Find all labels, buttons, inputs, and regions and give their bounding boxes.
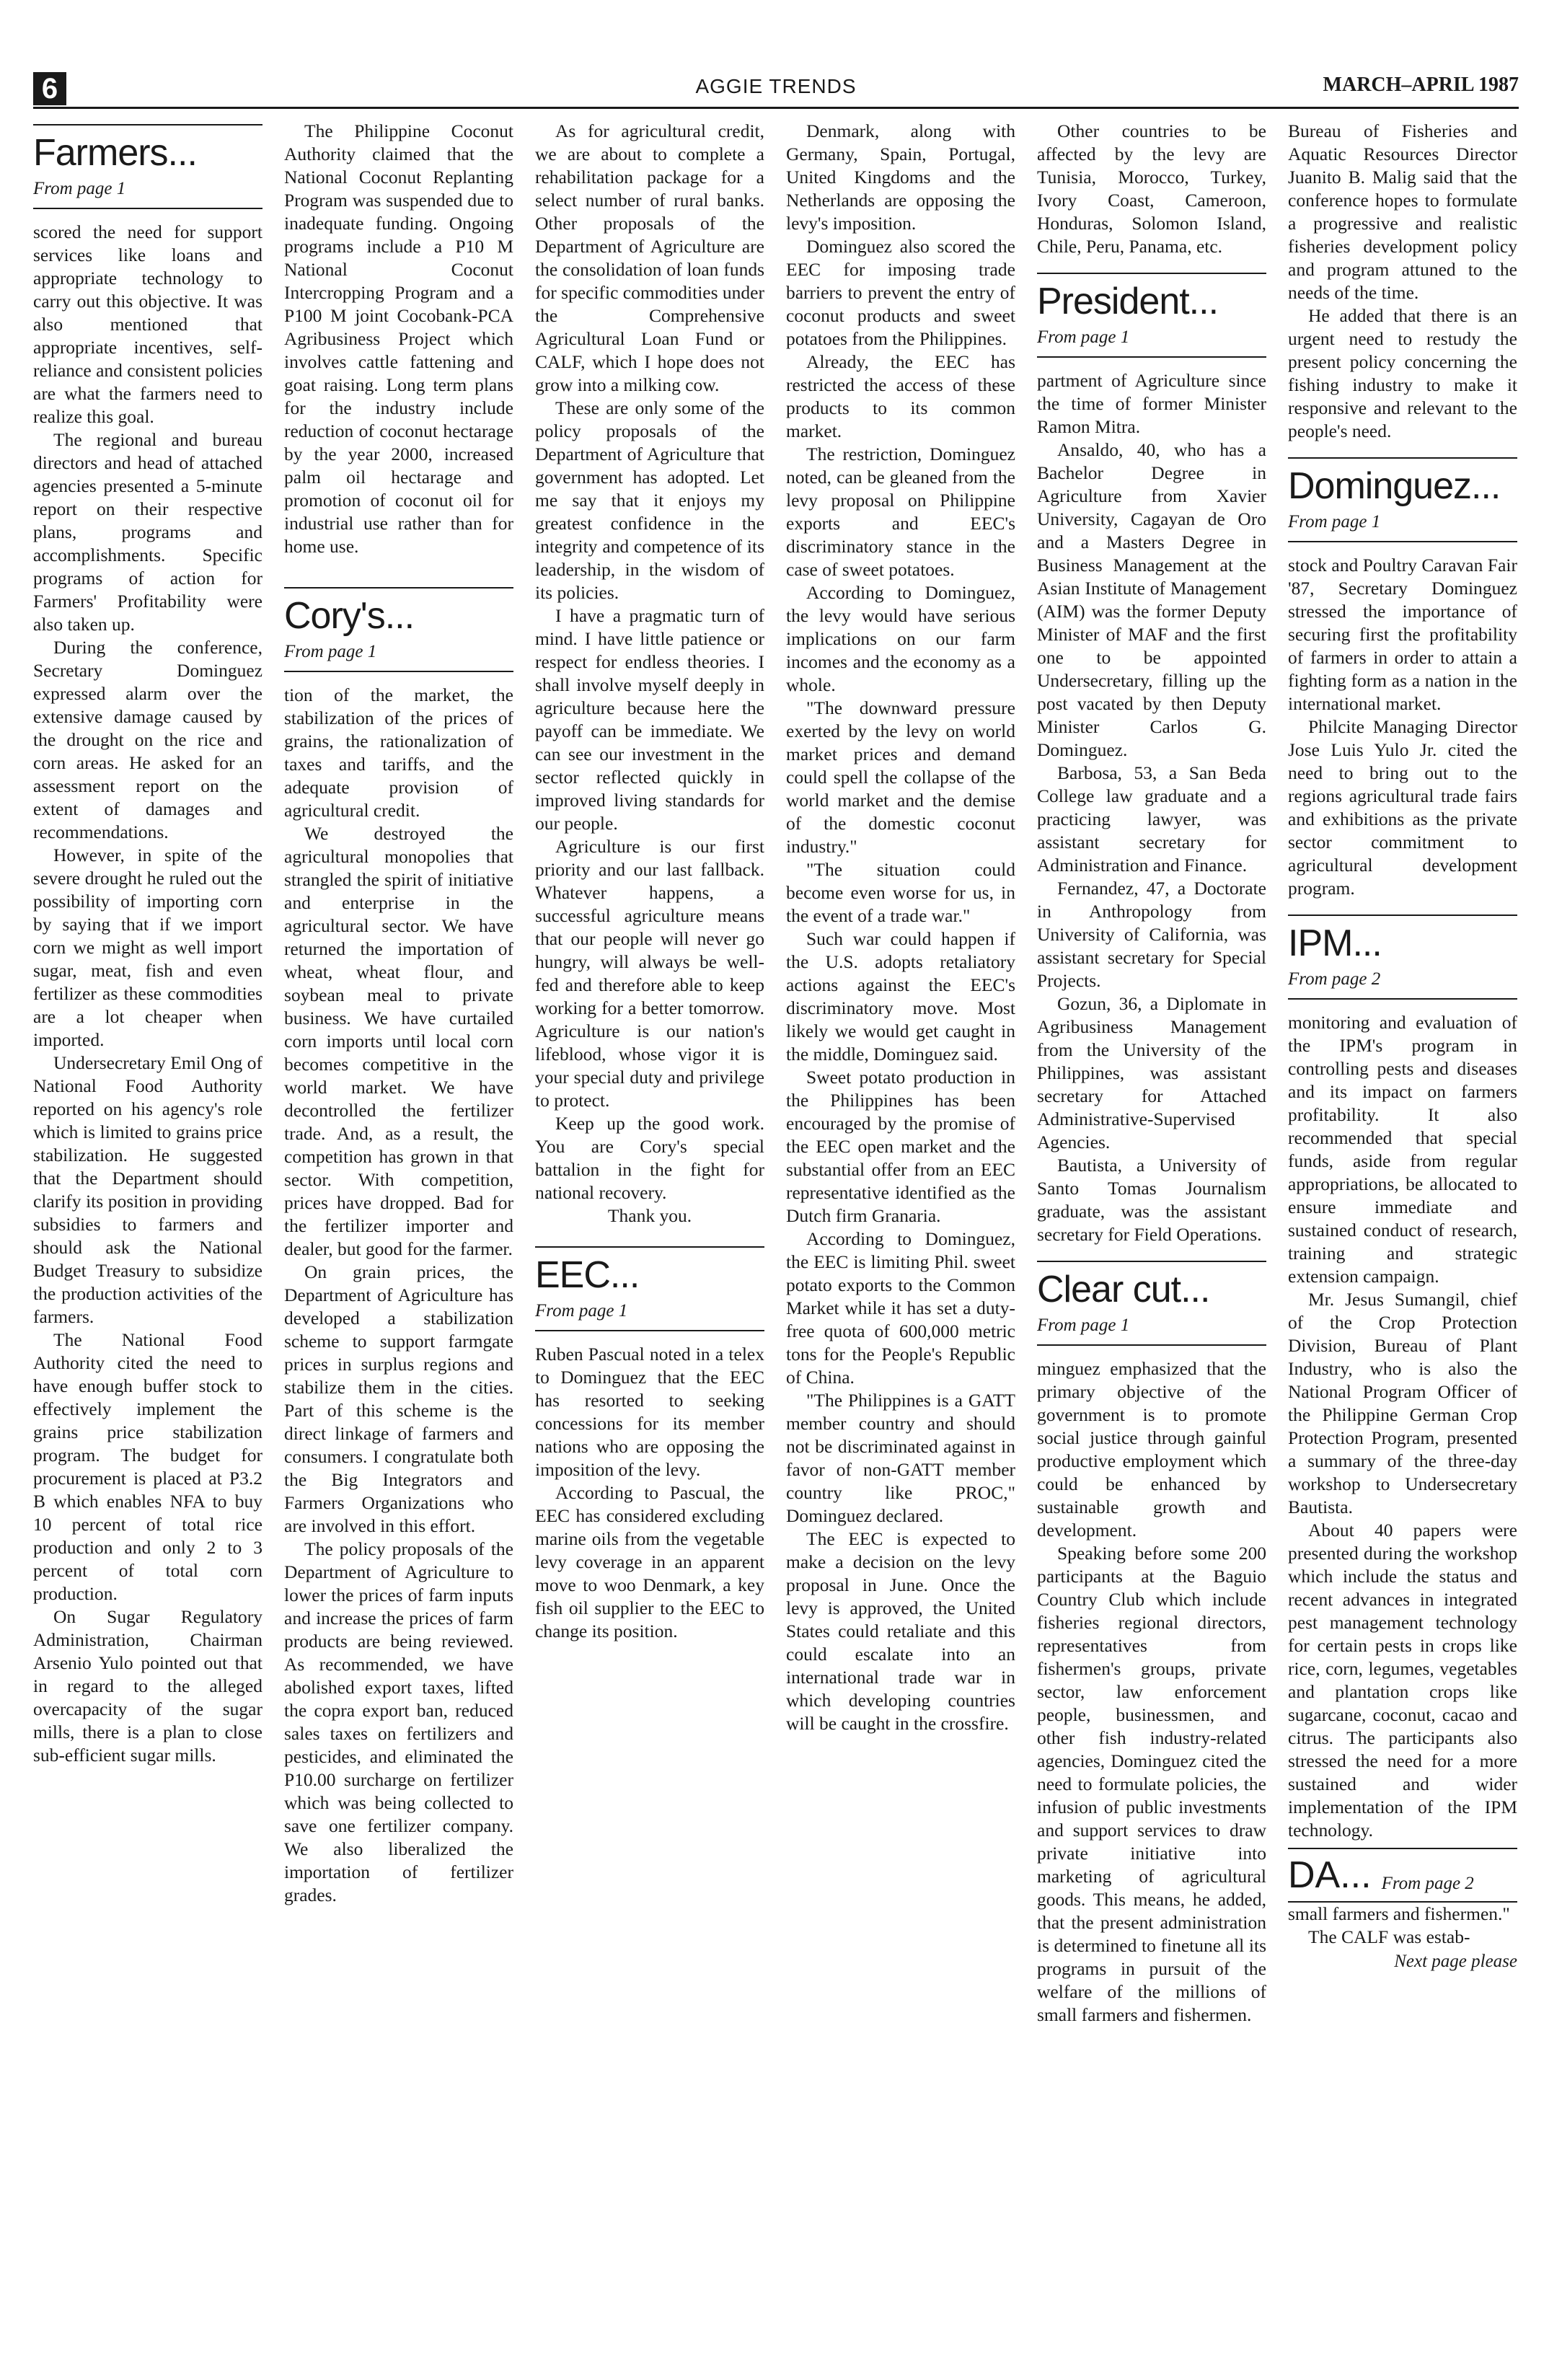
- paragraph: Other countries to be affected by the levy are Tunisia, Morocco, Turkey, Ivory Coast, Cameroon, Honduras, Solomon Island, Chile, Peru, Panama, etc.: [1037, 120, 1266, 257]
- column-4: [786, 120, 1015, 1735]
- president-jump-line: From page 1: [1037, 326, 1266, 358]
- paragraph: We destroyed the agricultural monopolies that strangled the spirit of initiative and enterprise in the agricultural sector. We have returned the importation of wheat, wheat flour, and soybean meal to private business. We have curtailed corn imports until local corn becomes competitive in the world market. We have decontrolled the fertilizer trade. And, as a result, the competition has grown in that sector. With competition, prices have dropped. Bad for the fertilizer importer and dealer, but good for the farmer.: [284, 823, 513, 1259]
- paragraph: stock and Poultry Caravan Fair '87, Secretary Dominguez stressed the importance of securing first the profitability of farmers in order to attain a fighting form as a nation in the international market.: [1288, 555, 1517, 714]
- paragraph: According to Dominguez, the levy would have serious implications on our farm incomes and the economy as a whole.: [786, 582, 1015, 695]
- eec-header: [535, 1246, 764, 1331]
- corys-jump-line: From page 1: [284, 640, 513, 672]
- paragraph: Sweet potato production in the Philippines has been encouraged by the promise of the EEC open market and the substantial offer from an EEC representative identified as the Dutch firm Granaria.: [786, 1067, 1015, 1226]
- president-headline: President...: [1037, 281, 1219, 322]
- column-1: [33, 120, 262, 1767]
- paragraph: scored the need for support services like loans and appropriate technology to carry out this objective. It was also mentioned that appropriate incentives, self-reliance and consistent policies are what the farmers need to realize this goal.: [33, 221, 262, 427]
- paragraph: Mr. Jesus Sumangil, chief of the Crop Protection Division, Bureau of Plant Industry, who is also the National Program Officer of the Philippine German Crop Protection Program, presented a summary of the three-day workshop to Undersecretary Bautista.: [1288, 1289, 1517, 1517]
- continued-note: Next page please: [1394, 1952, 1517, 1971]
- column-2: [284, 120, 513, 1907]
- paragraph: According to Pascual, the EEC has considered excluding marine oils from the vegetable levy coverage in an apparent move to woo Denmark, a key fish oil supplier to the EEC to change its position.: [535, 1482, 764, 1641]
- divider: [1288, 914, 1517, 916]
- paragraph: However, in spite of the severe drought he ruled out the possibility of importing corn by saying that if we import corn we might as well import sugar, meat, fish and even fertilizer as these commodities are a lot cheaper when imported.: [33, 845, 262, 1050]
- divider: [1288, 457, 1517, 459]
- paragraph: Gozun, 36, a Diplomate in Agribusiness Management from the University of the Philippines, was assistant secretary for Attached Administrative-Supervised Agencies.: [1037, 993, 1266, 1152]
- paragraph: During the conference, Secretary Dominguez expressed alarm over the extensive damage caused by the drought on the rice and corn areas. He asked for an assessment report on the extent of damages and recommendations.: [33, 637, 262, 842]
- corys-headline: Cory's...: [284, 595, 415, 637]
- divider: [284, 587, 513, 589]
- divider: [1037, 1261, 1266, 1262]
- farmers-headline: Farmers...: [33, 132, 197, 174]
- divider: [1037, 273, 1266, 274]
- paragraph: partment of Agriculture since the time of former Minister Ramon Mitra.: [1037, 370, 1266, 437]
- paragraph: "The downward pressure exerted by the levy on world market prices and demand could spell the collapse of the world market and the demise of the domestic coconut industry.": [786, 697, 1015, 857]
- president-header: [1037, 273, 1266, 358]
- ipm-header: [1288, 914, 1517, 1000]
- publication-title: AGGIE TRENDS: [695, 75, 857, 97]
- paragraph: Agriculture is our first priority and our last fallback. Whatever happens, a successful agriculture means that our people will never go hungry, will always be well-fed and therefore able to keep working for a better tomorrow. Agriculture is our nation's lifeblood, whose vigor it is your special duty and privilege to protect.: [535, 836, 764, 1111]
- dominguez-jump-line: From page 1: [1288, 511, 1517, 542]
- paragraph: Already, the EEC has restricted the access of these products to its common market.: [786, 351, 1015, 441]
- paragraph: On Sugar Regulatory Administration, Chairman Arsenio Yulo pointed out that in regard to the alleged overcapacity of the sugar mills, there is a plan to close sub-efficient sugar mills.: [33, 1606, 262, 1766]
- divider: [33, 124, 262, 125]
- paragraph: The CALF was estab-: [1308, 1926, 1470, 1947]
- paragraph: Fernandez, 47, a Doctorate in Anthropology from University of California, was assistant secretary for Special Projects.: [1037, 878, 1266, 991]
- paragraph: Ansaldo, 40, who has a Bachelor Degree in Agriculture from Xavier University, Cagayan de Oro and a Masters Degree in Business Management at the Asian Institute of Management (AIM) was the former Deputy Minister of MAF and the first one to be appointed Undersecretary, filling up the post vacated by then Deputy Minister Carlos G. Dominguez.: [1037, 439, 1266, 760]
- paragraph: According to Dominguez, the EEC is limiting Phil. sweet potato exports to the Common Market while it has set a duty-free quota of 600,000 metric tons for the People's Republic of China.: [786, 1228, 1015, 1388]
- paragraph: He added that there is an urgent need to restudy the present policy concerning the fishing industry to make it responsive and relevant to the people's need.: [1288, 305, 1517, 441]
- paragraph: monitoring and evaluation of the IPM's program in controlling pests and diseases and its impact on farmers profitability. It also recommended that special funds, aside from regular appropriations, be allocated to ensure immediate and sustained conduct of research, training and strategic extension campaign.: [1288, 1012, 1517, 1287]
- paragraph: The regional and bureau directors and head of attached agencies presented a 5-minute report on their respective plans, programs and accomplishments. Specific programs of action for Farmers' Profitability were also taken up.: [33, 429, 262, 635]
- dominguez-header: [1288, 457, 1517, 542]
- dominguez-headline: Dominguez...: [1288, 465, 1501, 507]
- paragraph: The Philippine Coconut Authority claimed that the National Coconut Replanting Program was suspended due to inadequate funding. Ongoing programs include a P10 M National Coconut Intercropping Program and a P100 M joint Cocobank-PCA Agribusiness Project which involves cattle fattening and goat raising. Long term plans for the industry include reduction of coconut hectarage by the year 2000, increased palm oil hectarage and promotion of coconut oil for industrial use rather than for home use.: [284, 120, 513, 557]
- farmers-jump-line: From page 1: [33, 177, 262, 209]
- clearcut-headline: Clear cut...: [1037, 1269, 1210, 1310]
- article-columns: [33, 120, 1519, 2363]
- ipm-jump-line: From page 2: [1288, 968, 1517, 1000]
- eec-headline: EEC...: [535, 1254, 640, 1296]
- issue-date: MARCH–APRIL 1987: [1323, 74, 1519, 96]
- da-headline: DA...: [1288, 1854, 1372, 1896]
- paragraph: These are only some of the policy proposals of the Department of Agriculture that government has adopted. Let me say that it enjoys my greatest confidence in the integrity and competence of its leadership, in the wisdom of its policies.: [535, 397, 764, 603]
- paragraph: tion of the market, the stabilization of the prices of grains, the rationalization of taxes and tariffs, and the adequate provision of agricultural credit.: [284, 684, 513, 821]
- paragraph: The EEC is expected to make a decision on the levy proposal in June. Once the levy is approved, the United States could retaliate and this could escalate into an international trade war in which developing countries will be caught in the crossfire.: [786, 1528, 1015, 1734]
- paragraph: The restriction, Dominguez noted, can be gleaned from the levy proposal on Philippine exports and EEC's discriminatory stance in the case of sweet potatoes.: [786, 444, 1015, 580]
- eec-jump-line: From page 1: [535, 1300, 764, 1331]
- masthead-rule: [33, 107, 1519, 109]
- paragraph: Bautista, a University of Santo Tomas Journalism graduate, was the assistant secretary for Field Operations.: [1037, 1155, 1266, 1245]
- da-jump-line: From page 2: [1381, 1874, 1474, 1893]
- farmers-header: [33, 124, 262, 209]
- paragraph: Denmark, along with Germany, Spain, Portugal, United Kingdoms and the Netherlands are opposing the levy's imposition.: [786, 120, 1015, 234]
- paragraph: Philcite Managing Director Jose Luis Yulo Jr. cited the need to bring out to the regions agricultural trade fairs and exhibitions as the private sector commitment to agricultural development program.: [1288, 716, 1517, 899]
- corys-header: [284, 587, 513, 672]
- paragraph: On grain prices, the Department of Agriculture has developed a stabilization scheme to support farmgate prices in surplus regions and stabilize them in the cities. Part of this scheme is the direct linkage of farmers and consumers. I congratulate both the Big Integrators and Farmers Organizations who are involved in this effort.: [284, 1261, 513, 1536]
- paragraph: As for agricultural credit, we are about to complete a rehabilitation package for a select number of rural banks. Other proposals of the Department of Agriculture are the consolidation of loan funds for specific commodities under the Comprehensive Agricultural Loan Fund or CALF, which I hope does not grow into a milking cow.: [535, 120, 764, 395]
- da-header: [1288, 1848, 1517, 1903]
- paragraph: Undersecretary Emil Ong of National Food Authority reported on his agency's role which is limited to grains price stabilization. He suggested that the Department should clarify its position in providing subsidies to farmers and should ask the National Budget Treasury to subsidize the production activities of the farmers.: [33, 1052, 262, 1327]
- paragraph: Ruben Pascual noted in a telex to Dominguez that the EEC has resorted to seeking concessions for its member nations who are opposing the imposition of the levy.: [535, 1344, 764, 1480]
- paragraph: I have a pragmatic turn of mind. I have little patience or respect for endless theories. I shall involve myself deeply in agriculture because here the payoff can be immediate. We can see our investment in the sector reflected quickly in improved living standards for our people.: [535, 605, 764, 834]
- paragraph: "The Philippines is a GATT member country and should not be discriminated against in favor of non-GATT member country like PROC," Dominguez declared.: [786, 1390, 1015, 1526]
- column-3: [535, 120, 764, 1643]
- clearcut-jump-line: From page 1: [1037, 1314, 1266, 1346]
- paragraph: minguez emphasized that the primary objective of the government is to promote social justice through gainful productive employment which could be enhanced by sustainable growth and development.: [1037, 1358, 1266, 1541]
- ipm-headline: IPM...: [1288, 922, 1382, 964]
- page-number: 6: [33, 72, 66, 105]
- paragraph: "The situation could become even worse for us, in the event of a trade war.": [786, 859, 1015, 926]
- paragraph: Speaking before some 200 participants at the Baguio Country Club which include fisheries regional directors, representatives from fishermen's groups, private sector, law enforcement people, businessmen, and other fish industry-related agencies, Dominguez cited the need to formulate policies, the infusion of public investments and support services to draw private initiative into marketing of agricultural goods. This means, he added, that the present administration is determined to finetune all its programs in pursuit of the welfare of the millions of small farmers and fishermen.: [1037, 1543, 1266, 2025]
- paragraph: Keep up the good work. You are Cory's special battalion in the fight for national recovery.: [535, 1113, 764, 1203]
- paragraph: Bureau of Fisheries and Aquatic Resources Director Juanito B. Malig said that the conference hopes to formulate a progressive and realistic fisheries development policy and program attuned to the needs of the time.: [1288, 120, 1517, 303]
- paragraph: The policy proposals of the Department of Agriculture to lower the prices of farm inputs and increase the prices of farm products are being reviewed. As recommended, we have abolished export taxes, lifted the copra export ban, reduced sales taxes on fertilizers and pesticides, and eliminated the P10.00 surcharge on fertilizer which was being collected to save one fertilizer company. We also liberalized the importation of fertilizer grades.: [284, 1538, 513, 1905]
- column-6: [1288, 120, 1517, 1973]
- paragraph: Barbosa, 53, a San Beda College law graduate and a practicing lawyer, was assistant secretary for Administration and Finance.: [1037, 762, 1266, 876]
- paragraph: Dominguez also scored the EEC for imposing trade barriers to prevent the entry of coconut products and sweet potatoes from the Philippines.: [786, 236, 1015, 349]
- paragraph: About 40 papers were presented during the workshop which include the status and recent advances in integrated pest management technology for certain pests in crops like rice, corn, legumes, vegetables and plantation crops like sugarcane, coconut, cacao and citrus. The participants also stressed the need for a more sustained and wider implementation of the IPM technology.: [1288, 1520, 1517, 1841]
- paragraph: small farmers and fishermen.": [1288, 1903, 1510, 1924]
- column-5: [1037, 120, 1266, 2027]
- clearcut-header: [1037, 1261, 1266, 1346]
- paragraph: Thank you.: [607, 1205, 692, 1226]
- masthead: [33, 65, 1519, 110]
- paragraph: Such war could happen if the U.S. adopts retaliatory actions against the EEC's discriminatory move. Most likely we would get caught in the middle, Dominguez said.: [786, 928, 1015, 1065]
- paragraph: The National Food Authority cited the need to have enough buffer stock to effectively implement the grains price stabilization program. The budget for procurement is placed at P3.2 B which enables NFA to buy 10 percent of total rice production and only 2 to 3 percent of total corn production.: [33, 1329, 262, 1604]
- divider: [535, 1246, 764, 1248]
